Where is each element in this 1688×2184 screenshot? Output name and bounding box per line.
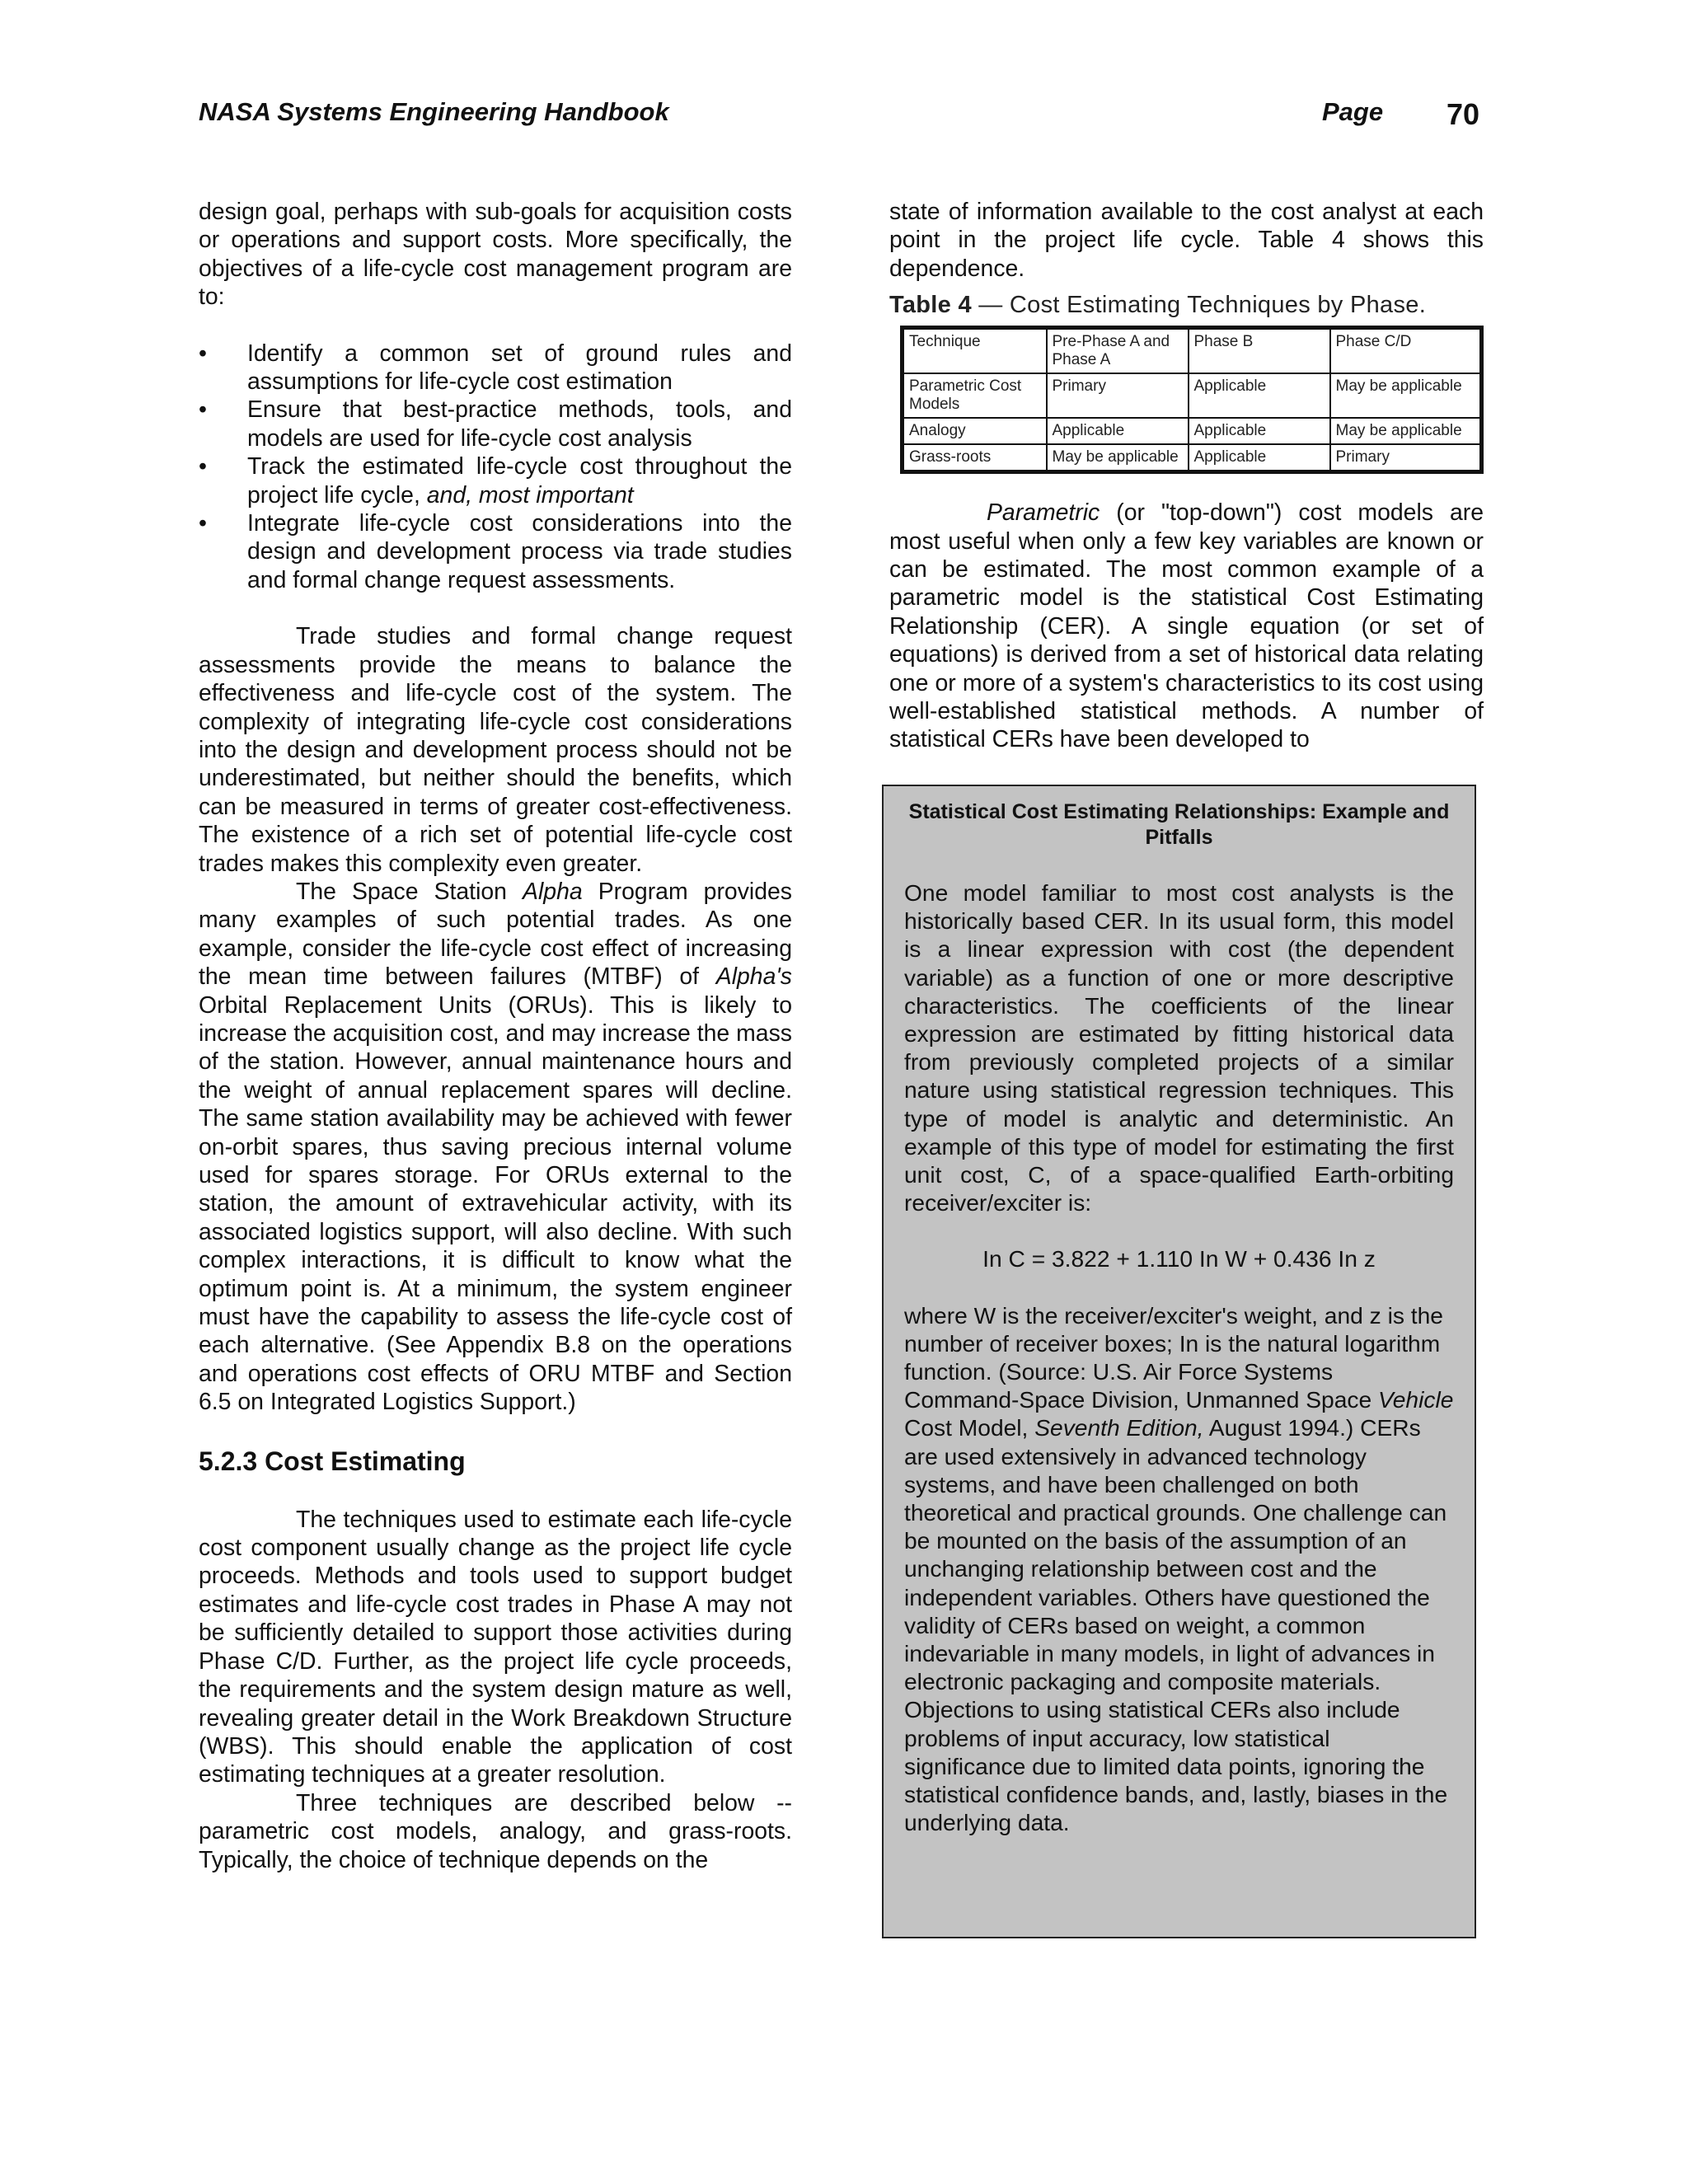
table-header-cell: Technique bbox=[903, 328, 1047, 374]
table-cell: Applicable bbox=[1189, 373, 1330, 418]
cer-sidebar-box bbox=[882, 785, 1476, 1938]
table-cell: May be applicable bbox=[1330, 373, 1482, 418]
list-item bbox=[199, 452, 792, 509]
table-cell: Applicable bbox=[1189, 444, 1330, 472]
list-item bbox=[199, 396, 792, 452]
table-caption: Table 4 — Cost Estimating Techniques by Phase. bbox=[889, 292, 1427, 319]
table-row bbox=[903, 444, 1482, 472]
objectives-list bbox=[199, 340, 792, 595]
space-station-paragraph: The Space Station Alpha Program provides many examples of such potential trades. As one example, consider the life-cycle cost effect of increasing the mean time between failures (MTBF) of Alpha's Orbital Replacement Units (ORUs). This is likely to increase the acquisition cost, and may increase the mass of the station. However, annual maintenance hours and the weight of annual replacement spares will decline. The same station availability may be achieved with fewer on-orbit spares, thus saving precious internal volume used for spares storage. For ORUs external to the station, the amount of extravehicular activity, with its associated logistics support, will also decline. With such complex interactions, it is difficult to know what the optimum point is. At a minimum, the system engineer must have the capability to assess the life-cycle cost of each alternative. (See Appendix B.8 on the operations and operations cost effects of ORU MTBF and Section 6.5 on Integrated Logistics Support.) bbox=[199, 878, 792, 1416]
trade-studies-paragraph: Trade studies and formal change request assessments provide the means to balance the effectiveness and life-cycle cost of the system. The complexity of integrating life-cycle cost considerations into the design and development process should not be underestimated, but neither should the benefits, which can be measured in terms of greater cost-effectiveness. The existence of a rich set of potential life-cycle cost trades makes this complexity even greater. bbox=[199, 623, 792, 877]
bullet-icon: • bbox=[199, 396, 207, 424]
list-item-text: Identify a common set of ground rules and assumptions for life-cycle cost estimation bbox=[247, 340, 792, 396]
techniques-paragraph: The techniques used to estimate each life-cycle cost component usually change as the project life cycle proceeds. Methods and tools used to support budget estimates and life-cycle cost trades in Phase A may not be sufficiently detailed to support those activities during Phase C/D. Further, as the project life cycle proceeds, the requirements and the system design mature as well, revealing greater detail in the Work Breakdown Structure (WBS). This should enable the application of cost estimating techniques at a greater resolution. bbox=[199, 1506, 792, 1788]
table-cell: Parametric Cost Models bbox=[903, 373, 1047, 418]
bullet-icon: • bbox=[199, 510, 207, 537]
sidebar-paragraph: where W is the receiver/exciter's weight, and z is the number of receiver boxes; In is the natural logarithm function. (Source: U.S. Air Force Systems Command-Space Division, Unmanned Space Vehicle Cost Model, Seventh Edition, August 1994.) CERs are used extensively in advanced technology systems, and have been challenged on both theoretical and practical grounds. One challenge can be mounted on the basis of the assumption of an unchanging relationship between cost and the independent variables. Others have questioned the validity of CERs based on weight, a common indevariable in many models, in light of advances in electronic packaging and composite materials. Objections to using statistical CERs also include problems of input accuracy, low statistical significance due to limited data points, ignoring the statistical confidence bands, and, lastly, biases in the underlying data. bbox=[904, 1301, 1454, 1836]
cer-equation: In C = 3.822 + 1.110 In W + 0.436 In z bbox=[982, 1245, 1376, 1272]
left-column bbox=[199, 198, 792, 1874]
continuation-paragraph: state of information available to the cost analyst at each point in the project life cycle. Table 4 shows this dependence. bbox=[889, 199, 1484, 282]
bullet-icon: • bbox=[199, 453, 207, 480]
sidebar-title: Statistical Cost Estimating Relationships: Example and Pitfalls bbox=[908, 800, 1450, 849]
table-header-cell: Phase B bbox=[1189, 328, 1330, 374]
list-item bbox=[199, 340, 792, 396]
intro-paragraph: design goal, perhaps with sub-goals for acquisition costs or operations and support costs. More specifically, the objectives of a life-cycle cost management program are to: bbox=[199, 199, 792, 311]
table-row bbox=[903, 418, 1482, 444]
table-cell: Analogy bbox=[903, 418, 1047, 444]
table-header-row bbox=[903, 328, 1482, 374]
list-item-text: Ensure that best-practice methods, tools, and models are used for life-cycle cost analysis bbox=[247, 396, 792, 452]
sidebar-paragraph: One model familiar to most cost analysts is the historically based CER. In its usual form, this model is a linear expression with cost (the dependent variable) as a function of one or more descriptive characteristics. The coefficients of the linear expression are estimated by fitting historical data from previously completed projects of a similar nature using statistical regression techniques. This type of model is analytic and deterministic. An example of this type of model for estimating the first unit cost, C, of a space-qualified Earth-orbiting receiver/exciter is: bbox=[904, 879, 1454, 1216]
list-item bbox=[199, 509, 792, 594]
right-column bbox=[889, 198, 1484, 754]
cost-techniques-table bbox=[900, 326, 1484, 474]
table-row bbox=[903, 373, 1482, 418]
page-label: Page bbox=[1322, 97, 1384, 126]
page-number: 70 bbox=[1447, 97, 1480, 131]
document-title: NASA Systems Engineering Handbook bbox=[199, 97, 669, 126]
list-item-text: Integrate life-cycle cost considerations into the design and development process via trade studies and formal change request assessments. bbox=[247, 510, 792, 593]
table-header-cell: Phase C/D bbox=[1330, 328, 1482, 374]
parametric-paragraph: Parametric (or "top-down") cost models are most useful when only a few key variables are known or can be estimated. The most common example of a parametric model is the statistical Cost Estimating Relationship (CER). A single equation (or set of equations) is derived from a set of historical data relating one or more of a system's characteristics to its cost using well-established statistical methods. A number of statistical CERs have been developed to bbox=[889, 499, 1484, 753]
three-techniques-paragraph: Three techniques are described below -- parametric cost models, analogy, and grass-roots. Typically, the choice of technique depends on the bbox=[199, 1789, 792, 1873]
list-item-text: Track the estimated life-cycle cost throughout the project life cycle, bbox=[247, 453, 792, 509]
table-cell: Applicable bbox=[1189, 418, 1330, 444]
table-cell: Grass-roots bbox=[903, 444, 1047, 472]
table-cell: May be applicable bbox=[1047, 444, 1189, 472]
section-heading: 5.2.3 Cost Estimating bbox=[199, 1446, 466, 1476]
table-header-cell: Pre-Phase A and Phase A bbox=[1047, 328, 1189, 374]
table-cell: Primary bbox=[1047, 373, 1189, 418]
table-cell: May be applicable bbox=[1330, 418, 1482, 444]
list-item-emphasis: and, most important bbox=[426, 481, 634, 509]
table-cell: Primary bbox=[1330, 444, 1482, 472]
bullet-icon: • bbox=[199, 340, 207, 367]
table-cell: Applicable bbox=[1047, 418, 1189, 444]
